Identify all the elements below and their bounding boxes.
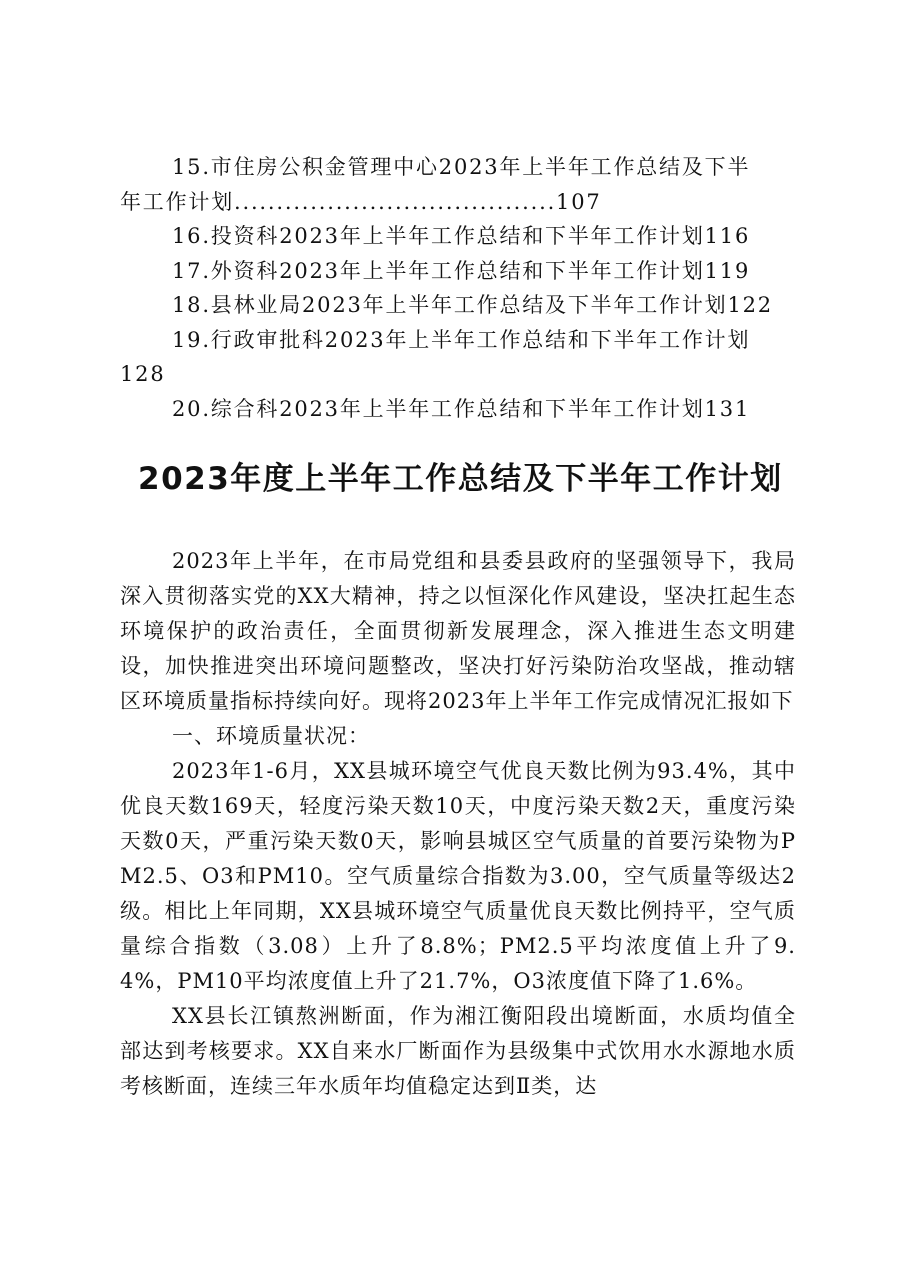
toc-item-15[interactable]: 15.市住房公积金管理中心2023年上半年工作总结及下半 bbox=[172, 155, 751, 179]
toc-item-19[interactable]: 19.行政审批科2023年上半年工作总结和下半年工作计划 bbox=[172, 327, 751, 352]
paragraph-air-quality: 2023年1-6月，XX县城环境空气优良天数比例为93.4%，其中优良天数169天，轻度污染天数10天，中度污染天数2天，重度污染天数0天，严重污染天数0天，影响县城区空气质量的首要污染物为PM2.5、O3和PM10。空气质量综合指数为3.00，空气质量等级达2级。相比上年同期，XX县城环境空气质量优良天数比例持平，空气质量综合指数（3.08）上升了8.8%；PM2.5平均浓度值上升了9.4%，PM10平均浓度值上升了21.7%，O3浓度值下降了1.6%。 bbox=[120, 759, 796, 993]
toc-item-17[interactable]: 17.外资科2023年上半年工作总结和下半年工作计划119 bbox=[172, 258, 751, 283]
paragraph-water-quality: XX县长江镇熬洲断面，作为湘江衡阳段出境断面，水质均值全部达到考核要求。XX自来水厂断面作为县级集中式饮用水水源地水质考核断面，连续三年水质年均值稳定达到Ⅱ类，达 bbox=[120, 1004, 796, 1098]
paragraph-intro: 2023年上半年，在市局党组和县委县政府的坚强领导下，我局深入贯彻落实党的XX大精神，持之以恒深化作风建设，坚决扛起生态环境保护的政治责任，全面贯彻新发展理念，深入推进生态文明建设，加快推进突出环境问题整改，坚决打好污染防治攻坚战，推动辖区环境质量指标持续向好。现将2023年上半年工作完成情况汇报如下 bbox=[120, 549, 796, 713]
document-title: 2023年度上半年工作总结及下半年工作计划 bbox=[138, 461, 783, 497]
document-body bbox=[120, 544, 796, 1104]
toc-item-16[interactable]: 16.投资科2023年上半年工作总结和下半年工作计划116 bbox=[172, 224, 751, 248]
table-of-contents bbox=[120, 150, 796, 426]
toc-item-18[interactable]: 18.县林业局2023年上半年工作总结及下半年工作计划122 bbox=[172, 293, 773, 317]
toc-item-15-continued[interactable]: 年工作计划......................................107 bbox=[120, 189, 602, 214]
toc-item-19-continued[interactable]: 128 bbox=[120, 362, 166, 386]
document-page bbox=[120, 150, 796, 1104]
section-heading-environment-quality: 一、环境质量状况： bbox=[172, 724, 370, 748]
toc-item-20[interactable]: 20.综合科2023年上半年工作总结和下半年工作计划131 bbox=[172, 396, 751, 421]
